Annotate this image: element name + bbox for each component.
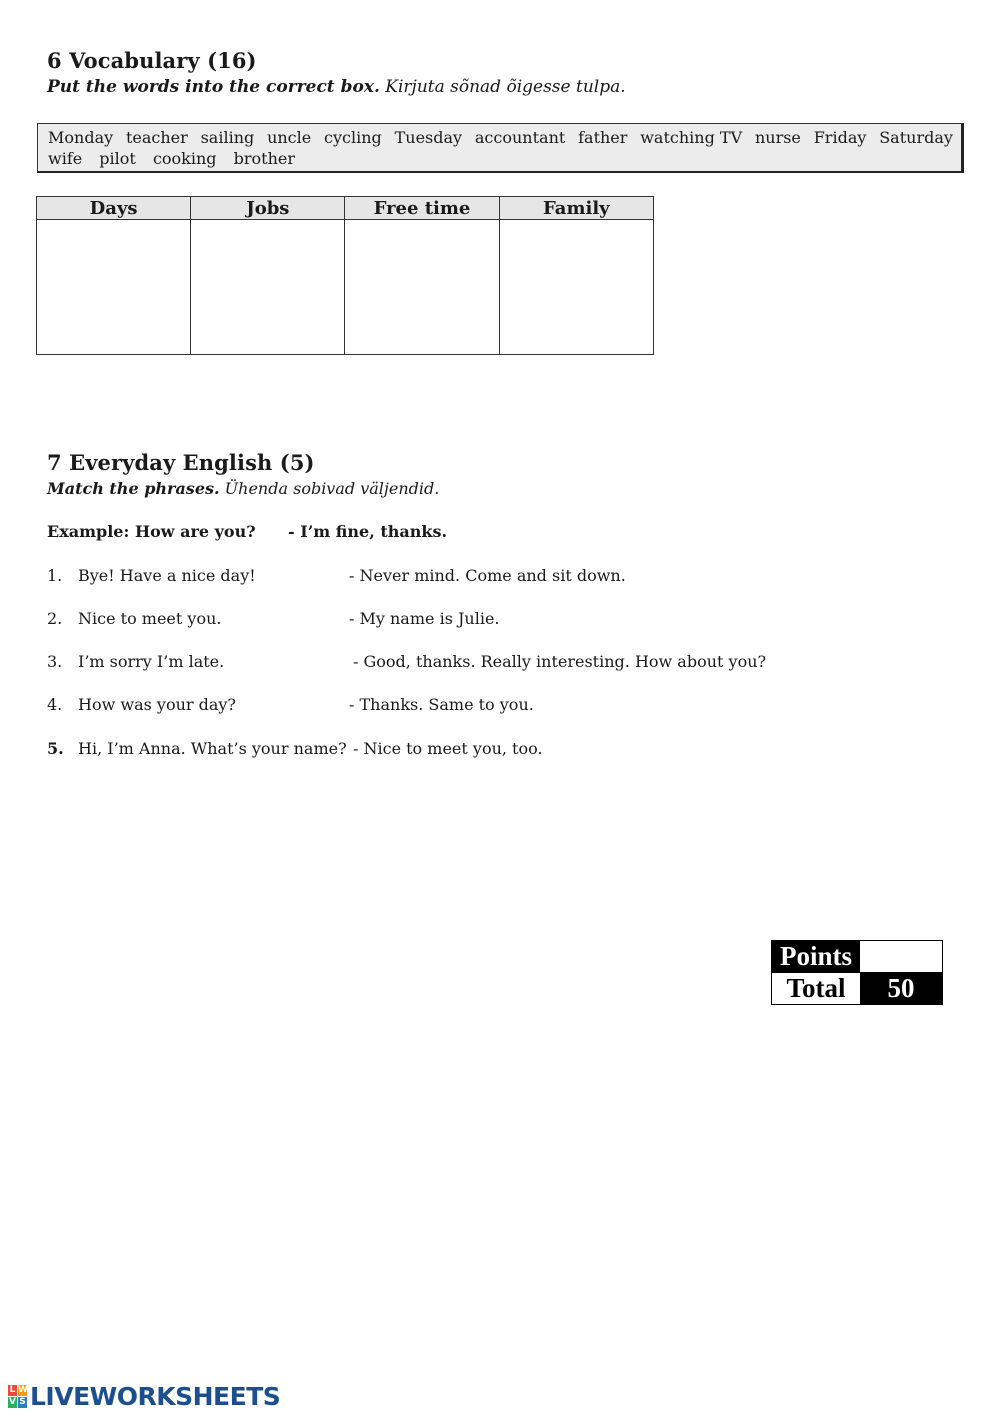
word-item[interactable]: Tuesday [394, 128, 463, 147]
match-answer[interactable]: - Never mind. Come and sit down. [349, 566, 626, 585]
section7-instruction-et: Ühenda sobivad väljendid. [224, 479, 440, 498]
word-item[interactable]: brother [233, 149, 295, 168]
word-item[interactable]: watching TV [640, 128, 743, 147]
word-item[interactable]: Monday [48, 128, 114, 147]
liveworksheets-logo [8, 1382, 280, 1411]
item-number: 1. [47, 566, 63, 585]
total-row [772, 972, 942, 1004]
word-item[interactable]: nurse [754, 128, 801, 147]
match-question[interactable]: Hi, I’m Anna. What’s your name? [78, 739, 347, 758]
section6-title: 6 Vocabulary (16) [47, 48, 257, 73]
points-row [772, 941, 942, 972]
drop-cell-jobs[interactable] [191, 220, 345, 355]
word-item[interactable]: cooking [152, 149, 217, 168]
item-number: 2. [47, 609, 63, 628]
section7-instruction [47, 479, 439, 498]
match-answer[interactable]: - Nice to meet you, too. [353, 739, 543, 758]
word-item[interactable]: wife [48, 149, 83, 168]
match-answer[interactable]: - Good, thanks. Really interesting. How about you? [353, 652, 767, 671]
match-question[interactable]: Nice to meet you. [78, 609, 222, 628]
item-number: 4. [47, 695, 63, 714]
section6-instruction-en: Put the words into the correct box. [47, 77, 380, 97]
word-item[interactable]: father [578, 128, 628, 147]
section6-instruction-et: Kirjuta sõnad õigesse tulpa. [385, 77, 626, 97]
match-question[interactable]: I’m sorry I’m late. [78, 652, 225, 671]
word-item[interactable]: uncle [267, 128, 312, 147]
section7-instruction-en: Match the phrases. [47, 479, 220, 498]
column-header-jobs: Jobs [191, 197, 345, 220]
section6-instruction [47, 77, 626, 97]
word-item[interactable]: accountant [474, 128, 566, 147]
word-item[interactable]: sailing [200, 128, 255, 147]
word-bank-line-2 [48, 148, 961, 169]
match-question[interactable]: How was your day? [78, 695, 237, 714]
example-question: Example: How are you? [47, 522, 256, 541]
word-item[interactable]: teacher [125, 128, 188, 147]
word-item[interactable]: cycling [324, 128, 382, 147]
match-question[interactable]: Bye! Have a nice day! [78, 566, 256, 585]
example-answer: - I’m fine, thanks. [288, 522, 448, 541]
item-number: 5. [47, 739, 64, 758]
vocabulary-table [36, 196, 654, 355]
logo-text: LIVEWORKSHEETS [30, 1382, 281, 1411]
item-number: 3. [47, 652, 63, 671]
drop-cell-free-time[interactable] [345, 220, 499, 355]
column-header-days: Days [37, 197, 191, 220]
word-item[interactable]: Friday [813, 128, 867, 147]
word-bank-line-1 [48, 127, 961, 148]
points-label: Points [772, 941, 860, 972]
drop-cell-days[interactable] [37, 220, 191, 355]
logo-mark-icon: L W V S [9, 1384, 28, 1407]
column-header-free-time: Free time [345, 197, 499, 220]
word-bank [37, 123, 964, 173]
section7-title: 7 Everyday English (5) [47, 450, 315, 475]
total-value: 50 [860, 973, 942, 1004]
total-label: Total [772, 973, 860, 1004]
word-item[interactable]: pilot [99, 149, 136, 168]
match-answer[interactable]: - Thanks. Same to you. [349, 695, 534, 714]
drop-cell-family[interactable] [499, 220, 653, 355]
word-item[interactable]: Saturday [879, 128, 953, 147]
points-value [860, 941, 942, 972]
column-header-family: Family [499, 197, 653, 220]
score-box [771, 940, 943, 1005]
match-answer[interactable]: - My name is Julie. [349, 609, 500, 628]
